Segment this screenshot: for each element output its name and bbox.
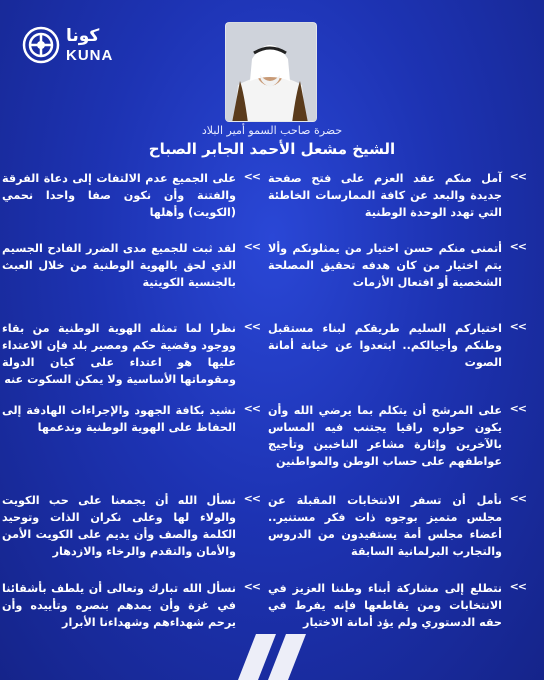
logo-english-text: KUNA [66,47,114,64]
bullet-icon: << [243,492,260,505]
statement-item [2,240,260,291]
bullet-icon: << [243,580,260,593]
bullet-icon: << [509,402,526,415]
decorative-slash-icon [236,630,316,680]
statement-text: نشيد بكافة الجهود والإجراءات الهادفة إلى الحفاظ على الهوية الوطنية وندعمها [2,404,236,434]
statement-item [2,492,260,560]
statement-text: على الجميع عدم الالتفات إلى دعاة الفرقة والفتنة وأن نكون صفا واحدا نحمي (الكويت) وأهلها [2,172,236,219]
bullet-icon: << [509,170,526,183]
statement-text: أتمنى منكم حسن اختيار من يمثلونكم وألا يتم اختيار من كان هدفه تحقيق المصلحة الشخصية أو افتعال الأزمات [268,242,502,289]
bullet-icon: << [243,320,260,333]
statement-item [268,402,526,470]
title-subtitle: حضرة صاحب السمو أمير البلاد [201,124,343,137]
statement-text: على المرشح أن يتكلم بما يرضي الله وأن يكون حواره راقيا يجتنب فيه المساس بالآخرين وإثارة مشاعر الناخبين وتأجيج عواطفهم على حساب الوطن والمواطنين [268,404,502,468]
kuna-logo [22,26,122,66]
statement-text: نسأل الله أن يجمعنا على حب الكويت والولاء لها وعلى نكران الذات وتوحيد الكلمة والصف وأن يديم على الكويت الأمن والأمان والتقدم والرخاء والازدهار [2,494,236,558]
statement-item [268,320,526,371]
statement-item [2,170,260,221]
statement-text: لقد ثبت للجميع مدى الضرر الفادح الجسيم الذي لحق بالهوية الوطنية من خلال العبث بالجنسية الكويتية [2,242,236,289]
page-title: الشيخ مشعل الأحمد الجابر الصباح [148,140,396,158]
statement-item [2,580,260,631]
statement-item [268,580,526,631]
statement-text: نظرا لما تمثله الهوية الوطنية من بقاء ووجود وقضية حكم ومصير بلد فإن الاعتداء عليها هو اعتداء على كيان الدولة ومقوماتها الأساسية ولا يمكن السكوت عنه [2,322,236,386]
bullet-icon: << [509,240,526,253]
statement-text: نتطلع إلى مشاركة أبناء وطننا العزيز في الانتخابات ومن يقاطعها فإنه يفرط في حقه الدستوري ولم يؤد أمانة الاختيار [268,582,502,629]
statement-text: نأمل أن تسفر الانتخابات المقبلة عن مجلس متميز بوجوه ذات فكر مستنير.. أعضاء مجلس أمة يستفيدون من الدروس والتجارب البرلمانية السابقة [268,494,502,558]
portrait-illustration [225,23,316,122]
bullet-icon: << [243,402,260,415]
statement-item [268,170,526,221]
statement-text: آمل منكم عقد العزم على فتح صفحة جديدة والبعد عن كافة الممارسات الخاطئة التي تهدد الوحدة الوطنية [268,172,502,219]
statement-item [268,492,526,560]
logo-arabic-text: كونا [66,26,100,46]
bullet-icon: << [509,580,526,593]
statement-item [268,240,526,291]
statement-item [2,402,260,436]
bullet-icon: << [243,170,260,183]
emir-portrait [225,22,317,122]
statement-text: نسأل الله تبارك وتعالى أن يلطف بأشقائنا في غزة وأن يمدهم بنصره وتأييده وأن يرحم شهداءهم وشهداءنا الأبرار [2,582,236,629]
kuna-logo-icon [22,26,60,64]
bullet-icon: << [243,240,260,253]
bullet-icon: << [509,320,526,333]
statement-item [2,320,260,388]
bullet-icon: << [509,492,526,505]
statement-text: اختياركم السليم طريقكم لبناء مستقبل وطنكم وأجيالكم.. ابتعدوا عن خيانة أمانة الصوت [268,322,502,369]
